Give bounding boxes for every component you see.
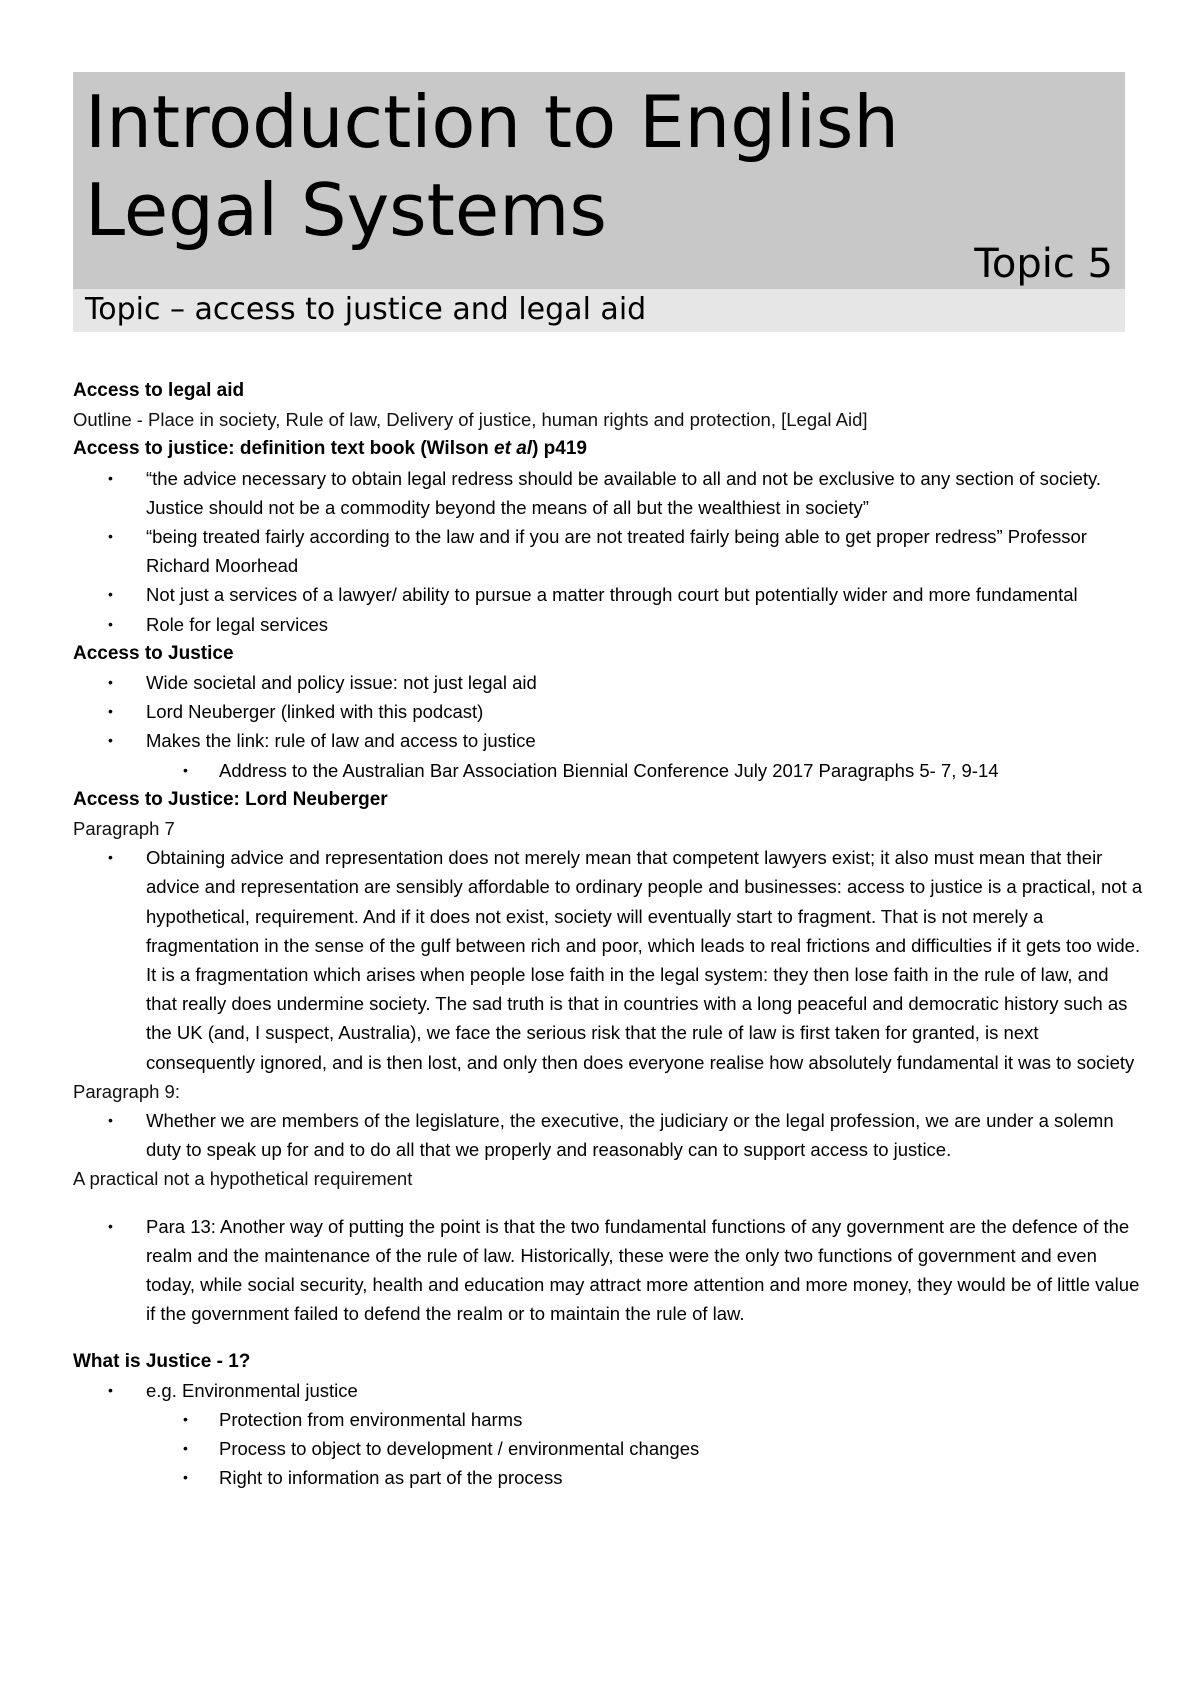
subtitle-banner <box>73 289 1125 332</box>
heading-access-legal-aid: Access to legal aid <box>73 380 245 401</box>
heading-definition <box>73 434 1143 463</box>
outline-text: Outline - Place in society, Rule of law, Delivery of justice, human rights and protection, [Legal Aid] <box>73 409 868 431</box>
para-13-list <box>73 1212 1143 1329</box>
list-item: • Lord Neuberger (linked with this podcast) <box>73 697 1143 726</box>
list-item: • Para 13: Another way of putting the point is that the two fundamental functions of any government are the defence of the realm and the maintenance of the rule of law. Historically, these were the only two functions of government and even today, while social security, health and education may attract more attention and more money, they would be of little value if the government failed to defend the realm or to maintain the rule of law. <box>73 1212 1143 1329</box>
heading-definition-pre: Access to justice: definition text book (Wilson <box>73 438 495 460</box>
list-item: • Not just a services of a lawyer/ ability to pursue a matter through court but potentially wider and more fundamental <box>73 580 1143 609</box>
list-item: • Process to object to development / environmental changes <box>73 1434 1143 1463</box>
document-title <box>85 78 899 254</box>
paragraph-9-label: Paragraph 9: <box>73 1080 180 1102</box>
paragraph-9-list <box>73 1106 1143 1164</box>
document-body <box>73 376 1143 1493</box>
list-item: • “the advice necessary to obtain legal redress should be available to all and not be exclusive to any section of society. Justice should not be a commodity beyond the means of all but the wealthiest in society” <box>73 464 1143 522</box>
heading-neuberger: Access to Justice: Lord Neuberger <box>73 788 388 810</box>
list-item: • Obtaining advice and representation does not merely mean that competent lawyers exist; it also must mean that their advice and representation are sensibly affordable to ordinary people and businesses: access to justice is a practical, not a hypothetical, requirement. And if it does not exist, society will eventually start to fragment. That is not merely a fragmentation in the sense of the gulf between rich and poor, which leads to real frictions and difficulties if it gets too wide. It is a fragmentation which arises when people lose faith in the legal system: they then lose faith in the rule of law, and that really does undermine society. The sad truth is that in countries with a long peaceful and democratic history such as the UK (and, I suspect, Australia), we face the serious risk that the rule of law is first taken for granted, is next consequently ignored, and is then lost, and only then does everyone realise how absolutely fundamental it was to society <box>73 843 1143 1077</box>
title-line-1: Introduction to English <box>85 80 900 164</box>
paragraph-7-list <box>73 843 1143 1077</box>
list-item: • Wide societal and policy issue: not just legal aid <box>73 668 1143 697</box>
heading-definition-post: ) p419 <box>532 438 587 460</box>
heading-definition-italic: et al <box>494 438 533 460</box>
topic-number: Topic 5 <box>974 241 1113 287</box>
title-banner <box>73 72 1125 289</box>
what-is-justice-list <box>73 1376 1143 1405</box>
access-justice-list <box>73 668 1143 756</box>
environmental-justice-sublist <box>73 1405 1143 1493</box>
title-line-2: Legal Systems <box>85 168 607 252</box>
list-item: • Protection from environmental harms <box>73 1405 1143 1434</box>
list-item: • Whether we are members of the legislature, the executive, the judiciary or the legal profession, we are under a solemn duty to speak up for and to do all that we properly and reasonably can to support access to justice. <box>73 1106 1143 1164</box>
list-item: • Makes the link: rule of law and access to justice <box>73 726 1143 755</box>
spacer <box>73 1329 1143 1347</box>
list-item: • e.g. Environmental justice <box>73 1376 1143 1405</box>
list-item: • Address to the Australian Bar Association Biennial Conference July 2017 Paragraphs 5- 7, 9-14 <box>73 756 1143 785</box>
heading-what-is-justice: What is Justice - 1? <box>73 1350 251 1372</box>
list-item: • “being treated fairly according to the law and if you are not treated fairly being able to get proper redress” Professor Richard Moorhead <box>73 522 1143 580</box>
list-item: • Role for legal services <box>73 610 1143 639</box>
spacer <box>73 1194 1143 1212</box>
list-item: • Right to information as part of the process <box>73 1463 1143 1492</box>
heading-access-justice: Access to Justice <box>73 642 234 664</box>
access-justice-sublist <box>73 756 1143 785</box>
paragraph-7-label: Paragraph 7 <box>73 818 175 840</box>
definition-list <box>73 464 1143 639</box>
practical-requirement-line: A practical not a hypothetical requirement <box>73 1168 413 1190</box>
document-subtitle: Topic – access to justice and legal aid <box>85 292 647 327</box>
